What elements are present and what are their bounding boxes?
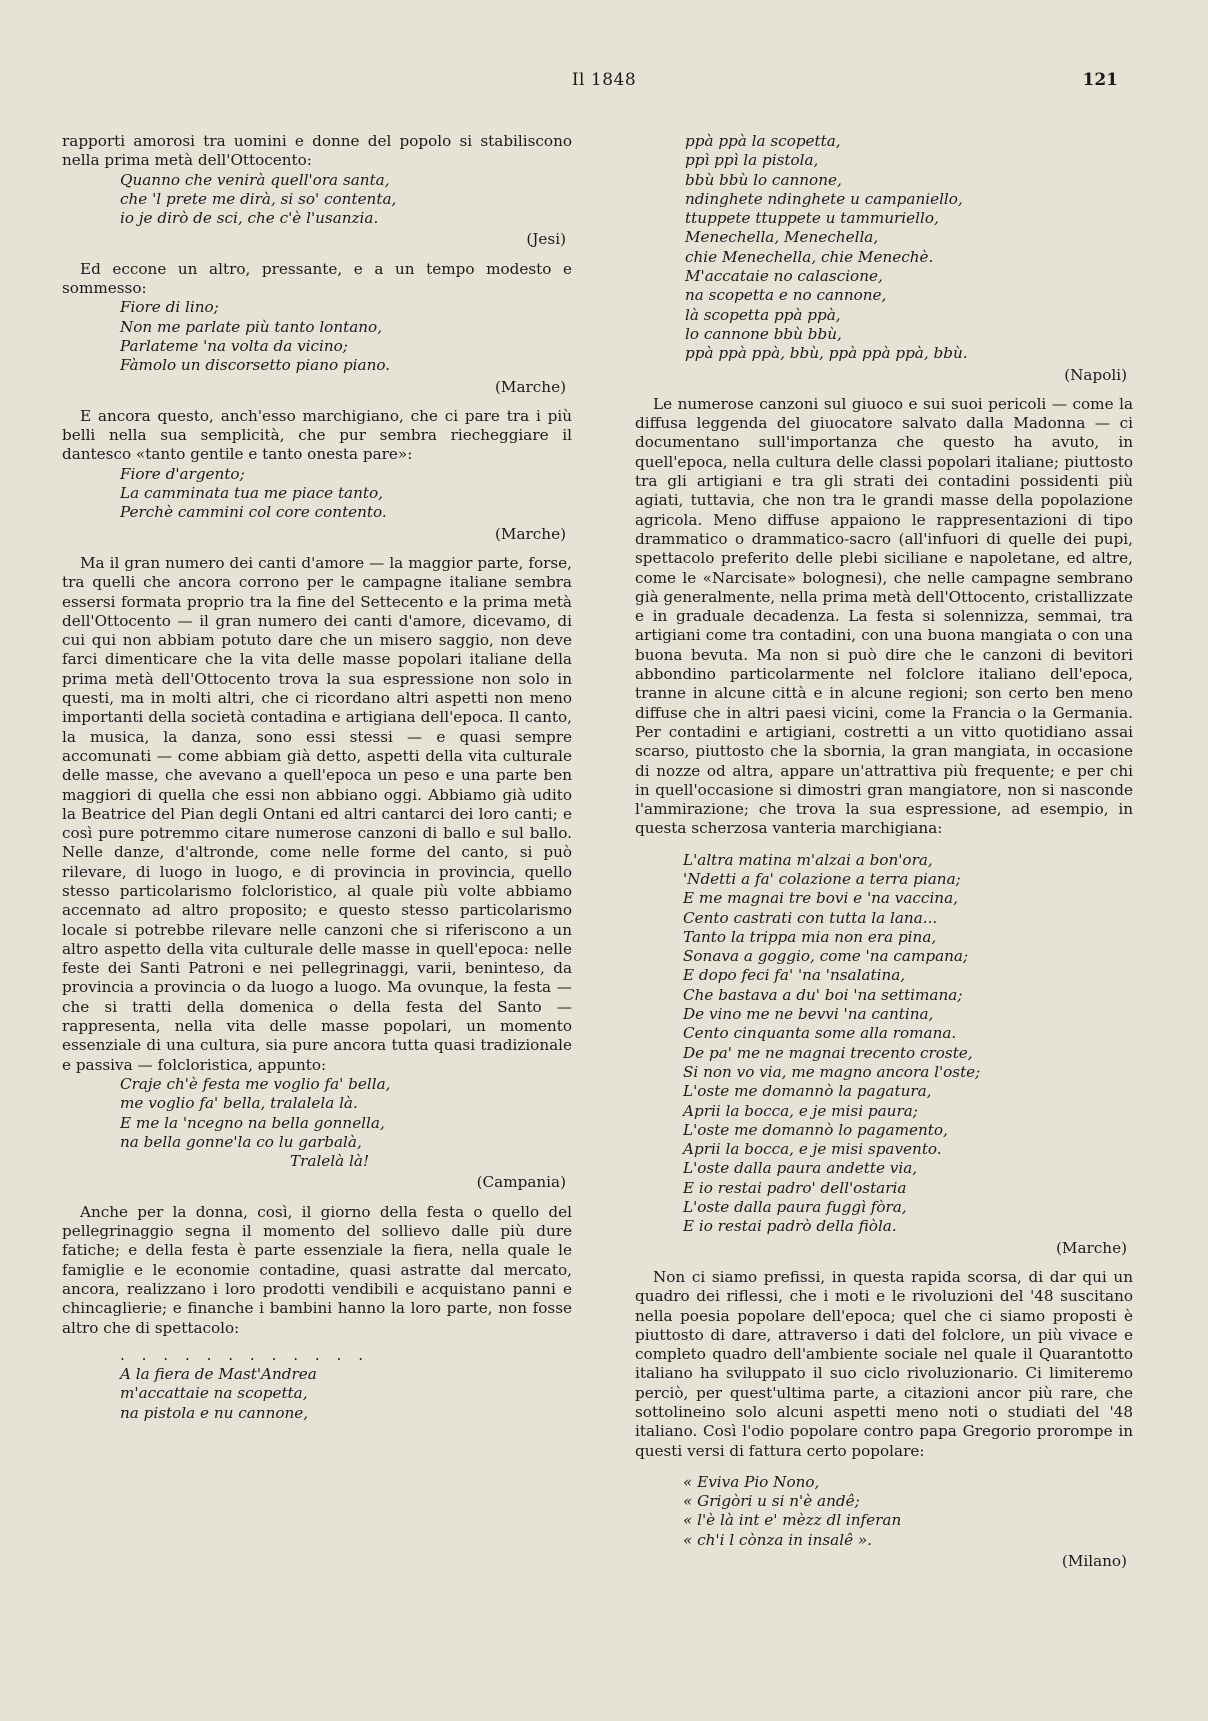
verse-line: Tralelà là! xyxy=(290,1152,370,1171)
verse-line: Aprii la bocca, e je misi spavento. xyxy=(683,1140,942,1159)
verse-line: ppà ppà ppà, bbù, ppà ppà ppà, bbù. xyxy=(685,344,968,363)
verse-line: Si non vo via, me magno ancora l'oste; xyxy=(683,1062,981,1081)
ellipsis-dots: . . . . . . . . . . . . xyxy=(120,1345,370,1364)
verse-line: Fàmolo un discorsetto piano piano. xyxy=(120,356,391,375)
paragraph: Ma il gran numero dei canti d'amore — la maggior parte, forse, tra quelli che ancora corrono per le campagne italiane sembra essersi formata proprio tra la fine del Settecento e la prima metà dell'Ottocento — il gran numero dei canti d'amore, dicevamo, di cui qui non abbiam potuto dare che un misero saggio, non deve farci dimenticare che la vita delle masse popolari italiane della prima metà dell'Ottocento trova la sua espressione non solo in questi, ma in molti altri, che ci ricordano altri aspetti non meno importanti della società contadina e artigiana dell'epoca. Il canto, la musica, la danza, sono essi stessi — e quasi sempre accomunati — come abbiam già detto, aspetti della vita culturale delle masse, che avevano a quell'epoca un peso e una parte ben maggiori di quella che essi non abbiano oggi. Abbiamo già udito la Beatrice del Pian degli Ontani ed altri cantarci dei loro canti; e così pure potremmo citare numerose canzoni di ballo e sul ballo. Nelle danze, d'altronde, come nelle forme del canto, si può rilevare, di luogo in luogo, e di provincia in provincia, quello stesso particolarismo folcloristico, al quale più volte abbiamo accennato ad altro proposito; e questo stesso particolarismo locale si potrebbe rilevare nelle canzoni che si riferiscono a un altro aspetto della vita culturale delle masse in quell'epoca: nelle feste dei Santi Patroni e nei pellegrinaggi, varii, beninteso, da provincia a provincia o da luogo a luogo. Ma ovunque, la festa — che si tratti della domenica o della festa del Santo — rappresenta, nella vita delle masse popolari, un momento essenziale di una cultura, sia pure ancora tutta quasi tradizionale e passiva — folcloristica, appunto: xyxy=(62,553,572,1074)
paragraph: Le numerose canzoni sul giuoco e sui suoi pericoli — come la diffusa leggenda del giuocatore salvato dalla Madonna — ci documentano sull'importanza che questo ha avuto, in quell'epoca, nella cultura delle classi popolari italiane; piuttosto tra gli artigiani e tra gli strati dei contadini possidenti più agiati, tuttavia, che non tra le grandi masse della popolazione agricola. Meno diffuse appaiono le rappresentazioni di tipo drammatico o drammatico-sacro (all'infuori di quelle dei pupi, spettacolo preferito delle plebi siciliane e napoletane, ed altre, come le «Narcisate» bolognesi), che nelle campagne sembrano già generalmente, nella prima metà dell'Ottocento, cristallizzate e in graduale decadenza. La festa si solennizza, semmai, tra artigiani come tra contadini, con una buona mangiata o con una buona bevuta. Ma non si può dire che le canzoni di bevitori abbondino particolarmente nel folclore italiano dell'epoca, tranne in alcune città e in alcune regioni; son certo ben meno diffuse che in altri paesi vicini, come la Francia o la Germania. Per contadini e artigiani, costretti a un vitto quotidiano assai scarso, piuttosto che la sbornia, la gran mangiata, in occasione di nozze od altra, appare un'attrattiva più frequente; e per chi in quell'occasione si dimostri gran mangiatore, non si nasconde l'ammirazione; che trova la sua espressione, ad esempio, in questa scherzosa vanteria marchigiana: xyxy=(635,394,1133,838)
verse-line: E dopo feci fa' 'na 'nsalatina, xyxy=(683,966,906,985)
verse-line: chie Menechella, chie Menechè. xyxy=(685,247,934,266)
verse-line: 'Ndetti a fa' colazione a terra piana; xyxy=(683,869,961,888)
verse-line: Sonava a goggio, come 'na campana; xyxy=(683,947,969,966)
verse-line: Craje ch'è festa me voglio fa' bella, xyxy=(120,1074,391,1093)
verse-line: bbù bbù lo cannone, xyxy=(685,170,842,189)
verse-line: L'oste dalla paura fuggì fòra, xyxy=(683,1198,907,1217)
verse-line: E io restai padrò della fiòla. xyxy=(683,1217,897,1236)
verse-line: na pistola e nu cannone, xyxy=(120,1403,309,1422)
verse-line: ppì ppì la pistola, xyxy=(685,151,819,170)
verse-line: L'oste me domannò lo pagamento, xyxy=(683,1120,948,1139)
verse-line: Cento castrati con tutta la lana... xyxy=(683,908,938,927)
verse-line: là scopetta ppà ppà, xyxy=(685,305,841,324)
verse-line: E me magnai tre bovi e 'na vaccina, xyxy=(683,889,958,908)
verse-line: L'oste me domannò la pagatura, xyxy=(683,1082,932,1101)
verse-source: (Milano) xyxy=(1061,1552,1127,1571)
verse-source: (Marche) xyxy=(1056,1238,1127,1257)
paragraph: rapporti amorosi tra uomini e donne del popolo si stabiliscono nella prima metà dell'Ottocento: xyxy=(62,132,572,170)
verse-source: (Campania) xyxy=(476,1173,566,1192)
verse-fiera xyxy=(62,1365,572,1423)
verse-line: Parlateme 'na volta da vicino; xyxy=(120,336,348,355)
verse-source: (Marche) xyxy=(495,524,566,543)
verse-marche-3 xyxy=(635,851,1133,1237)
verse-napoli xyxy=(635,132,1133,364)
verse-line: De vino me ne bevvi 'na cantina, xyxy=(683,1005,934,1024)
verse-line: Cento cinquanta some alla romana. xyxy=(683,1024,957,1043)
verse-line: « Grigòri u si n'è andê; xyxy=(683,1492,860,1511)
paragraph: E ancora questo, anch'esso marchigiano, che ci pare tra i più belli nella sua semplicità, che pur sembra riecheggiare il dantesco «tanto gentile e tanto onesta pare»: xyxy=(62,406,572,464)
verse-line: L'altra matina m'alzai a bon'ora, xyxy=(683,850,933,869)
verse-line: io je dirò de sci, che c'è l'usanzia. xyxy=(120,209,379,228)
verse-source: (Napoli) xyxy=(1064,365,1127,384)
verse-line: E me la 'ncegno na bella gonnella, xyxy=(120,1113,385,1132)
verse-milano xyxy=(635,1473,1133,1550)
verse-line: na scopetta e no cannone, xyxy=(685,286,887,305)
verse-marche-2 xyxy=(62,465,572,523)
verse-line: A la fiera de Mast'Andrea xyxy=(120,1365,317,1384)
verse-line: La camminata tua me piace tanto, xyxy=(120,484,383,503)
paragraph: Non ci siamo prefissi, in questa rapida scorsa, di dar qui un quadro dei riflessi, che i moti e le rivoluzioni del '48 suscitano nella poesia popolare dell'epoca; quel che ci siamo proposti è piuttosto di dare, attraverso i dati del folclore, un più vivace e completo quadro dell'ambiente sociale nel quale il Quarantotto italiano ha sviluppato il suo ciclo rivoluzionario. Ci limiteremo perciò, per quest'ultima parte, a citazioni ancor più rare, che sottolineino solo alcuni aspetti meno noti o studiati del '48 italiano. Così l'odio popolare contro papa Gregorio prorompe in questi versi di fattura certo popolare: xyxy=(635,1267,1133,1460)
verse-line: M'accataie no calascione, xyxy=(685,267,883,286)
verse-line: Che bastava a du' boi 'na settimana; xyxy=(683,985,963,1004)
verse-line: Quanno che venirà quell'ora santa, xyxy=(120,170,390,189)
verse-line: Fiore di lino; xyxy=(120,298,219,317)
verse-line: ttuppete ttuppete u tammuriello, xyxy=(685,209,939,228)
left-column xyxy=(62,132,572,1423)
verse-line: Tanto la trippa mia non era pina, xyxy=(683,927,937,946)
verse-campania xyxy=(62,1075,572,1171)
verse-line: che 'l prete me dirà, si so' contenta, xyxy=(120,189,397,208)
paragraph: Ed eccone un altro, pressante, e a un tempo modesto e sommesso: xyxy=(62,259,572,298)
verse-line: na bella gonne'la co lu garbalà, xyxy=(120,1132,362,1151)
verse-line: De pa' me ne magnai trecento croste, xyxy=(683,1043,973,1062)
verse-jesi xyxy=(62,171,572,229)
verse-line: ppà ppà la scopetta, xyxy=(685,132,841,150)
running-title: Il 1848 xyxy=(571,70,637,90)
verse-source: (Marche) xyxy=(495,377,566,396)
verse-line: ndinghete ndinghete u campaniello, xyxy=(685,189,963,208)
verse-line: me voglio fa' bella, tralalela là. xyxy=(120,1094,358,1113)
verse-line: « ch'i l cònza in insalê ». xyxy=(683,1530,873,1549)
verse-line: Aprii la bocca, e je misi paura; xyxy=(683,1101,918,1120)
verse-line: Fiore d'argento; xyxy=(120,464,245,483)
verse-line: E io restai padro' dell'ostaria xyxy=(683,1178,907,1197)
paragraph: Anche per la donna, così, il giorno della festa o quello del pellegrinaggio segna il momento del sollievo dalle più dure fatiche; e della festa è parte essenziale la fiera, nella quale le famiglie e le economie contadine, quasi astratte dal mercato, ancora, realizzano i loro prodotti vendibili e acquistano panni e chincaglierie; e finanche i bambini hanno la loro parte, non fosse altro che di spettacolo: xyxy=(62,1202,572,1337)
verse-line: Perchè cammini col core contento. xyxy=(120,503,387,522)
page-number: 121 xyxy=(1082,70,1118,90)
verse-line: m'accattaie na scopetta, xyxy=(120,1384,308,1403)
verse-line: Menechella, Menechella, xyxy=(685,228,879,247)
right-column xyxy=(635,132,1133,1581)
verse-line: « Eviva Pio Nono, xyxy=(683,1472,820,1491)
verse-source: (Jesi) xyxy=(526,230,566,249)
verse-line: L'oste dalla paura andette via, xyxy=(683,1159,918,1178)
verse-line: « l'è là int e' mèzz dl inferan xyxy=(683,1511,902,1530)
verse-marche-1 xyxy=(62,298,572,375)
verse-line: lo cannone bbù bbù, xyxy=(685,324,842,343)
verse-line: Non me parlate più tanto lontano, xyxy=(120,317,383,336)
